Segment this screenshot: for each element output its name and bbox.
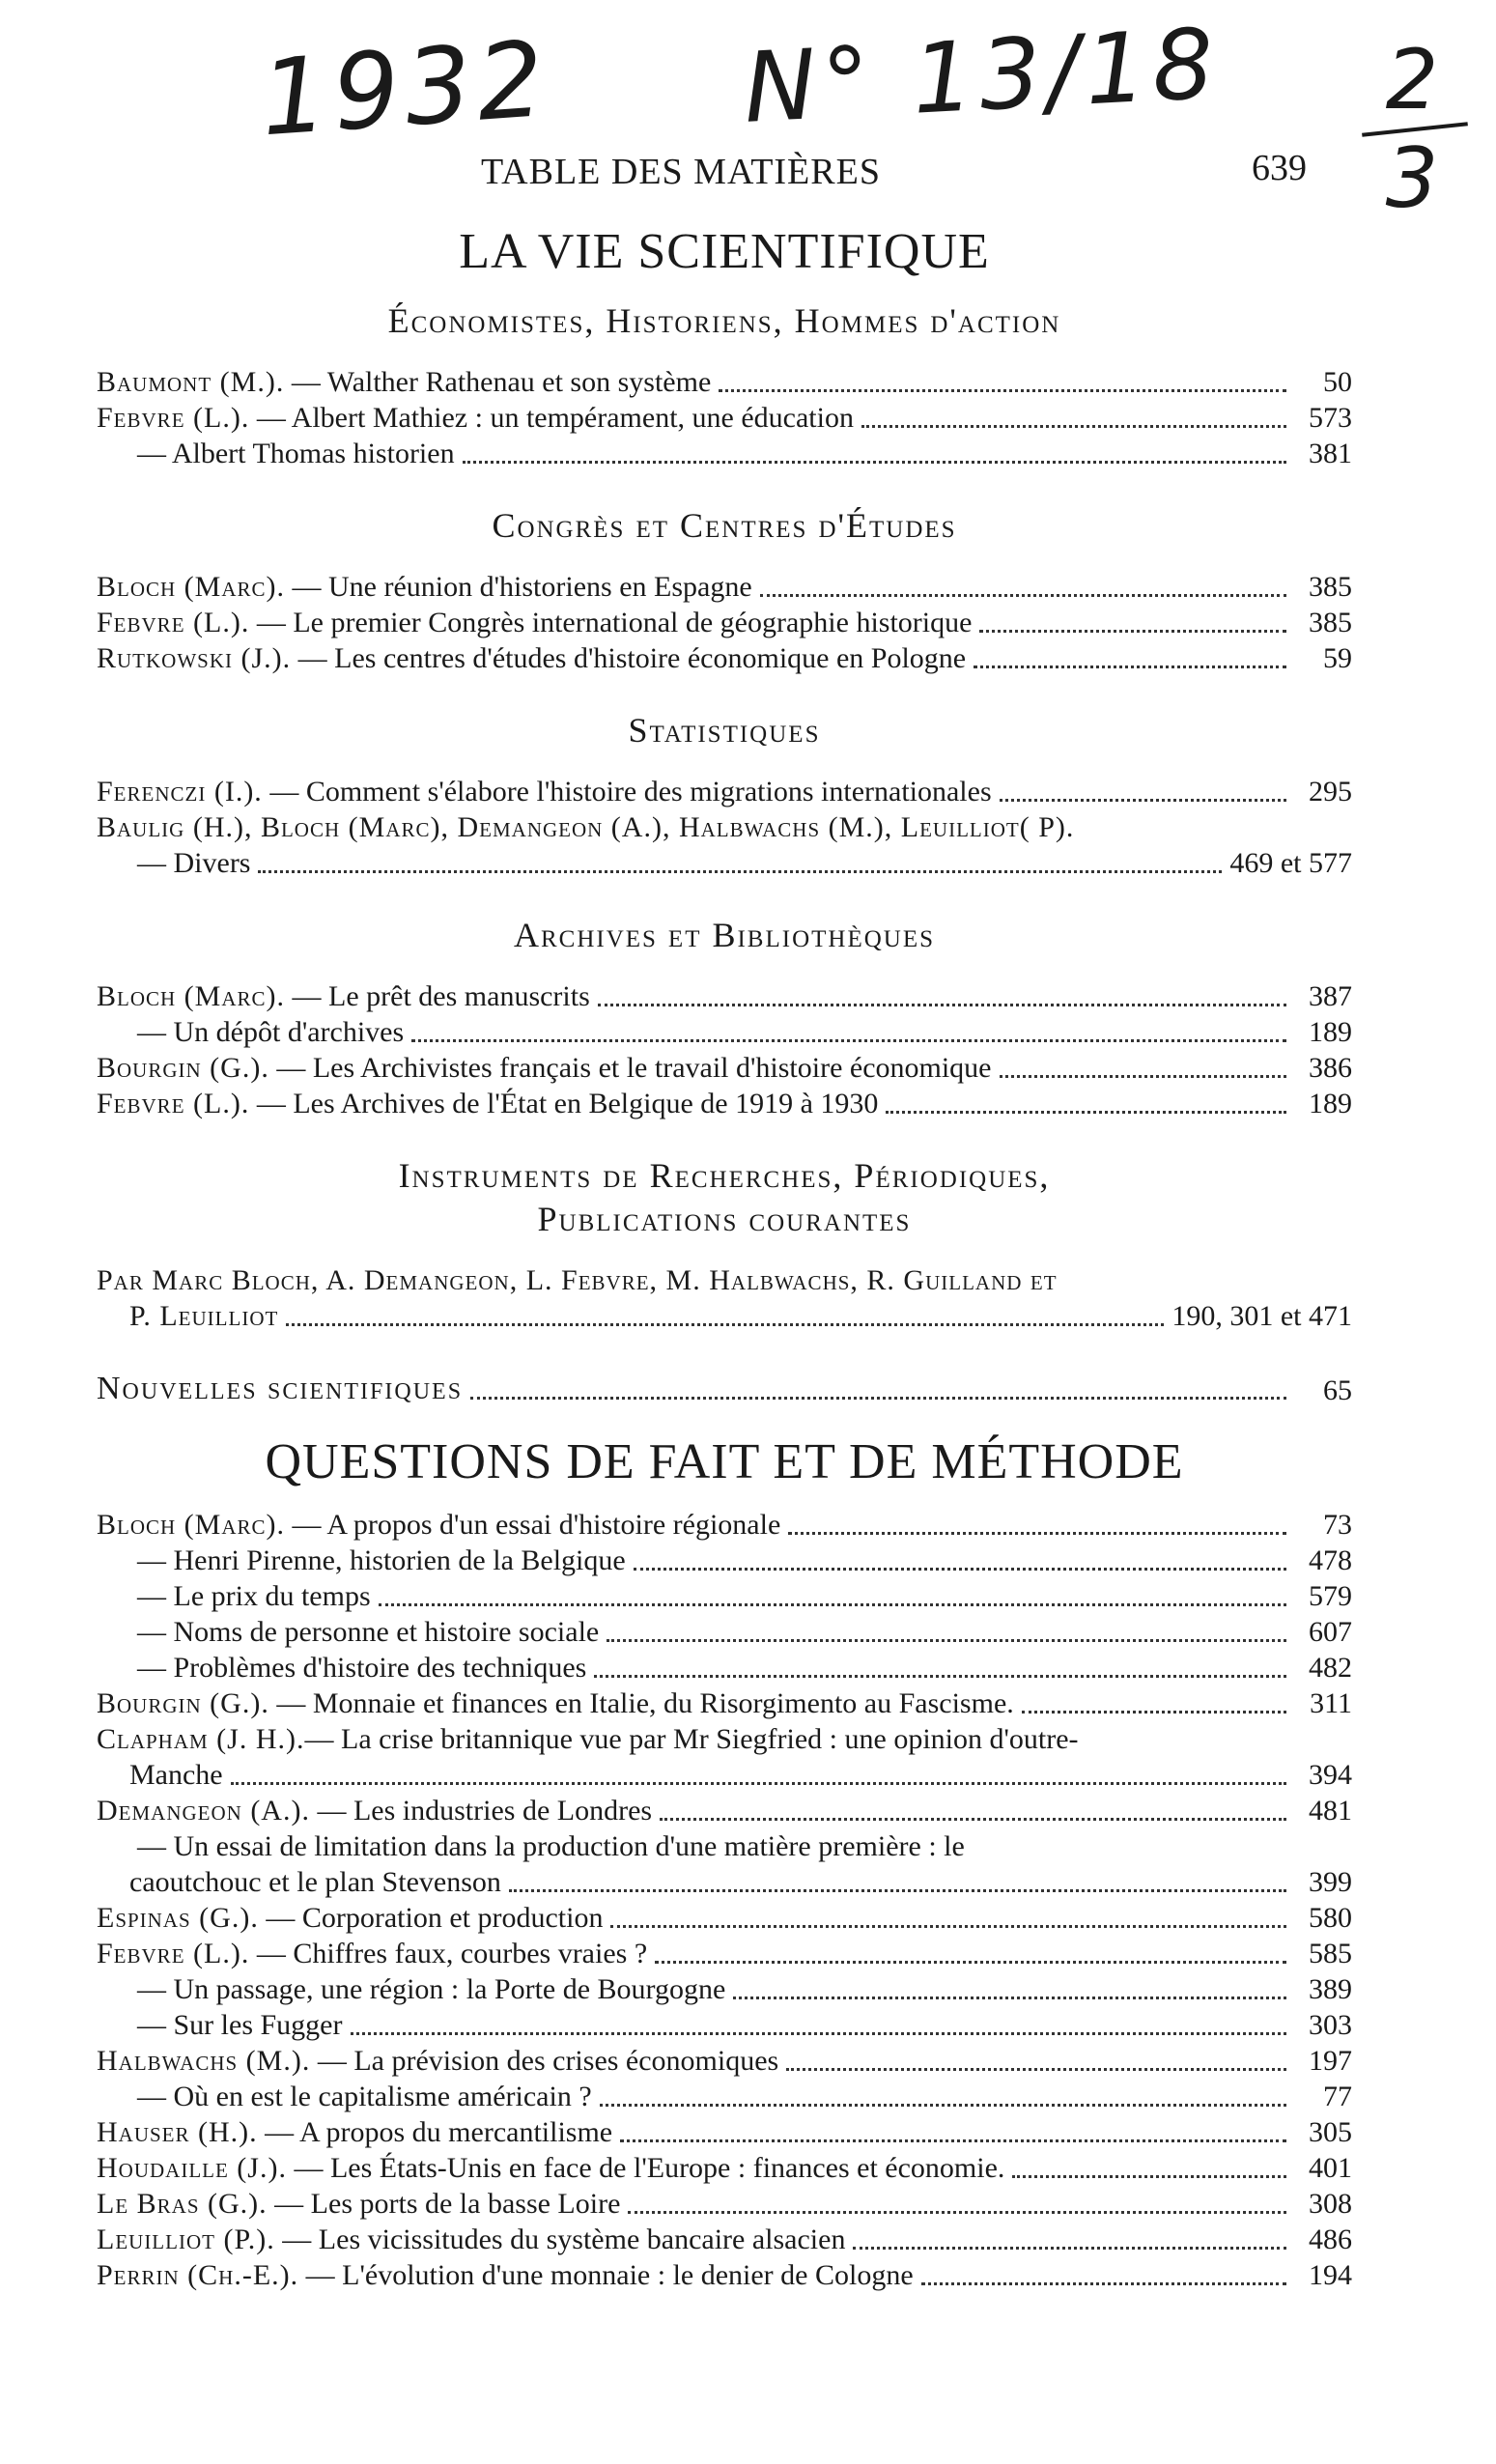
entry-text	[97, 978, 590, 1014]
entry-author: Baumont (M.).	[97, 366, 285, 399]
entry-text	[97, 1971, 725, 2007]
entry-author: P. Leuilliot	[129, 1300, 279, 1333]
toc-entry	[97, 1900, 1352, 1936]
leader-dots	[788, 1522, 1286, 1535]
entry-title: — Sur les Fugger	[137, 2008, 343, 2041]
entry-page: 607	[1309, 1615, 1352, 1648]
toc-entry	[97, 1793, 1352, 1828]
entry-title: — Problèmes d'histoire des techniques	[137, 1651, 587, 1684]
entry-title: — Où en est le capitalisme américain ?	[137, 2080, 592, 2112]
toc-entry	[97, 845, 1352, 881]
entry-page: 59	[1323, 642, 1352, 675]
entry-text	[97, 2114, 612, 2150]
entry-title: — Le premier Congrès international de géographie historique	[249, 607, 973, 639]
leader-dots	[607, 1629, 1286, 1642]
entry-author: Clapham (J. H.).	[97, 1722, 305, 1755]
entry-author: Febvre (L.).	[97, 402, 250, 435]
subsection-heading: Économistes, Historiens, Hommes d'action	[387, 301, 1061, 341]
entry-text	[97, 605, 972, 640]
entry-title: — Les centres d'études d'histoire économique en Pologne	[291, 642, 967, 675]
subsection-heading: Congrès et Centres d'Études	[492, 506, 957, 546]
toc-entry	[97, 1262, 1352, 1298]
entry-title: — Comment s'élabore l'histoire des migrations internationales	[262, 776, 992, 808]
entry-text	[97, 1086, 878, 1121]
entry-title: — Noms de personne et histoire sociale	[137, 1615, 600, 1648]
toc-entry	[97, 2186, 1352, 2222]
entry-title: — Walther Rathenau et son système	[284, 366, 712, 399]
leader-dots	[620, 2130, 1286, 2142]
entry-author: Halbwachs (M.).	[97, 2044, 311, 2077]
leader-dots	[719, 380, 1286, 392]
entry-page: 580	[1309, 1901, 1352, 1934]
entry-page: 190, 301 et 471	[1171, 1300, 1352, 1333]
entry-author: Bloch (Marc).	[97, 980, 286, 1013]
entry-text	[97, 2043, 778, 2079]
toc-entry	[97, 1936, 1352, 1971]
entry-title: — La prévision des crises économiques	[310, 2044, 779, 2077]
entry-author: Baulig (H.), Bloch (Marc), Demangeon (A.), Halbwachs (M.), Leuilliot( P).	[97, 811, 1075, 844]
subsection-entries	[97, 569, 1352, 676]
entry-page: 50	[1323, 366, 1352, 399]
entry-author: Perrin (Ch.-E.).	[97, 2258, 299, 2291]
toc-entry	[97, 2257, 1352, 2293]
questions-list	[97, 1507, 1352, 2293]
entry-page: 189	[1309, 1016, 1352, 1049]
fraction-bottom: 3	[1385, 130, 1445, 227]
toc-entry	[97, 1971, 1352, 2007]
entry-title: — Les Archives de l'État en Belgique de 1919 à 1930	[249, 1088, 879, 1120]
leader-dots	[1022, 1701, 1286, 1713]
subsection-entries	[97, 364, 1352, 471]
entry-page: 486	[1309, 2223, 1352, 2255]
toc-entry	[97, 2114, 1352, 2150]
running-header	[0, 145, 1496, 203]
toc-entry	[97, 1298, 1352, 1334]
toc-entry	[97, 1014, 1352, 1050]
entry-author: Ferenczi (I.).	[97, 776, 263, 808]
entry-title: — Le prix du temps	[137, 1579, 371, 1612]
entry-page: 303	[1309, 2008, 1352, 2041]
subsection-heading: Statistiques	[628, 711, 821, 751]
leader-dots	[509, 1880, 1286, 1892]
entry-author: Bloch (Marc).	[97, 571, 286, 604]
leader-dots	[861, 415, 1286, 428]
entry-text	[97, 1262, 1058, 1298]
entry-text	[97, 1900, 603, 1936]
entry-text	[97, 2222, 845, 2257]
entry-title: — Divers	[137, 847, 251, 880]
entry-page: 482	[1309, 1651, 1352, 1684]
entry-text	[97, 569, 752, 605]
entry-page: 386	[1309, 1052, 1352, 1085]
toc-entry	[97, 1050, 1352, 1086]
leader-dots	[594, 1665, 1286, 1678]
toc-entry	[97, 2222, 1352, 2257]
nouvelles-label: Nouvelles scientifiques	[97, 1371, 464, 1407]
entry-text	[97, 1050, 992, 1086]
entry-page: 385	[1309, 571, 1352, 604]
entry-page: 394	[1309, 1758, 1352, 1791]
subsection-entries	[97, 1262, 1352, 1334]
toc-entry	[97, 1757, 1352, 1793]
entry-author: Rutkowski (J.).	[97, 642, 292, 675]
entry-text	[97, 1578, 371, 1614]
leader-dots	[634, 1558, 1286, 1571]
leader-dots	[979, 620, 1286, 633]
handwritten-year: 1932	[257, 18, 553, 160]
leader-dots	[231, 1772, 1286, 1785]
entry-page: 381	[1309, 438, 1352, 470]
section-title-vie: LA VIE SCIENTIFIQUE	[459, 224, 990, 279]
entry-text	[97, 1828, 965, 1864]
entry-text	[97, 774, 992, 809]
entry-title: — Les États-Unis en face de l'Europe : finances et économie.	[286, 2151, 1005, 2184]
toc-entry	[97, 1685, 1352, 1721]
fraction-top: 2	[1385, 32, 1445, 128]
toc-entry	[97, 1543, 1352, 1578]
entry-text	[97, 1650, 586, 1685]
header-page-number: 639	[1252, 148, 1307, 188]
entry-title: — A propos du mercantilisme	[257, 2115, 613, 2148]
leader-dots	[470, 1387, 1286, 1400]
entry-text	[97, 1685, 1014, 1721]
entry-page: 573	[1309, 402, 1352, 435]
entry-page: 389	[1309, 1972, 1352, 2005]
subsection-heading: Archives et Bibliothèques	[513, 916, 936, 955]
entry-author: Leuilliot (P.).	[97, 2223, 275, 2255]
entry-page: 194	[1309, 2258, 1352, 2291]
leader-dots	[463, 451, 1286, 464]
entry-page: 311	[1310, 1686, 1352, 1719]
entry-title: — Albert Thomas historien	[137, 438, 455, 470]
entry-title: — Un essai de limitation dans la production d'une matière première : le	[137, 1829, 965, 1862]
entry-text	[97, 1507, 780, 1543]
entry-author: Febvre (L.).	[97, 607, 250, 639]
entry-text	[97, 1936, 647, 1971]
entry-text	[97, 1793, 652, 1828]
entry-author: Hauser (H.).	[97, 2115, 258, 2148]
subsection-heading: Instruments de Recherches, Périodiques,	[398, 1156, 1051, 1196]
entry-title: — Henri Pirenne, historien de la Belgique	[137, 1544, 626, 1576]
leader-dots	[886, 1101, 1286, 1114]
entry-title: — A propos d'un essai d'histoire régionale	[285, 1508, 781, 1541]
leader-dots	[628, 2201, 1286, 2214]
entry-page: 579	[1309, 1579, 1352, 1612]
entry-page: 481	[1309, 1794, 1352, 1827]
entry-page: 401	[1309, 2151, 1352, 2184]
handwritten-number: N° 13/18	[741, 7, 1223, 145]
leader-dots	[610, 1915, 1286, 1928]
entry-author: Febvre (L.).	[97, 1937, 250, 1969]
entry-text	[97, 1864, 501, 1900]
entry-page: 469 et 577	[1229, 847, 1352, 880]
entry-text	[97, 1757, 223, 1793]
entry-title: — La crise britannique vue par Mr Siegfried : une opinion d'outre-	[304, 1722, 1079, 1755]
leader-dots	[1012, 2166, 1286, 2178]
entry-text	[97, 809, 1074, 845]
toc-entry	[97, 2007, 1352, 2043]
section-title-questions: QUESTIONS DE FAIT ET DE MÉTHODE	[265, 1434, 1184, 1490]
toc-entry	[97, 2079, 1352, 2114]
leader-dots	[760, 584, 1286, 597]
toc-entry	[97, 1614, 1352, 1650]
vie-sections	[97, 282, 1352, 1334]
toc-entry	[97, 640, 1352, 676]
page-body	[97, 222, 1352, 2293]
toc-entry	[97, 1507, 1352, 1543]
toc-entry	[97, 978, 1352, 1014]
entry-title: — Les industries de Londres	[309, 1794, 653, 1827]
entry-text	[97, 1721, 1079, 1757]
entry-text	[97, 2257, 914, 2293]
leader-dots	[286, 1314, 1164, 1326]
leader-dots	[1000, 789, 1286, 802]
entry-text	[97, 640, 966, 676]
toc-entry	[97, 1721, 1352, 1757]
entry-title: — Albert Mathiez : un tempérament, une éducation	[249, 402, 854, 435]
entry-text	[97, 1298, 278, 1334]
toc-entry	[97, 2150, 1352, 2186]
entry-title: — Les Archivistes français et le travail d'histoire économique	[268, 1052, 992, 1085]
toc-entry	[97, 1578, 1352, 1614]
header-title: TABLE DES MATIÈRES	[481, 152, 881, 192]
entry-text	[97, 2150, 1004, 2186]
nouvelles-entry	[97, 1371, 1352, 1407]
entry-title: — Monnaie et finances en Italie, du Risorgimento au Fascisme.	[268, 1686, 1014, 1719]
toc-entry	[97, 1864, 1352, 1900]
toc-entry	[97, 569, 1352, 605]
entry-title: — Les ports de la basse Loire	[267, 2187, 621, 2220]
entry-author: Par Marc Bloch, A. Demangeon, L. Febvre, M. Halbwachs, R. Guilland et	[97, 1264, 1058, 1297]
entry-title: — Les vicissitudes du système bancaire alsacien	[274, 2223, 846, 2255]
leader-dots	[853, 2237, 1286, 2250]
entry-page: 308	[1309, 2187, 1352, 2220]
entry-title: Manche	[129, 1758, 223, 1791]
entry-page: 295	[1309, 776, 1352, 808]
toc-entry	[97, 1086, 1352, 1121]
entry-page: 585	[1309, 1937, 1352, 1969]
entry-page: 387	[1309, 980, 1352, 1013]
entry-text	[97, 2186, 620, 2222]
entry-page: 189	[1309, 1088, 1352, 1120]
entry-page: 73	[1323, 1508, 1352, 1541]
leader-dots	[660, 1808, 1286, 1821]
entry-author: Bloch (Marc).	[97, 1508, 286, 1541]
entry-text	[97, 845, 250, 881]
leader-dots	[786, 2058, 1286, 2071]
entry-page: 77	[1323, 2080, 1352, 2112]
leader-dots	[1000, 1065, 1287, 1078]
subsection-entries	[97, 978, 1352, 1121]
entry-author: Bourgin (G.).	[97, 1052, 269, 1085]
entry-title: — Chiffres faux, courbes vraies ?	[249, 1937, 648, 1969]
toc-entry	[97, 1650, 1352, 1685]
entry-text	[97, 400, 854, 436]
toc-entry	[97, 774, 1352, 809]
entry-page: 385	[1309, 607, 1352, 639]
entry-title: — Un dépôt d'archives	[137, 1016, 405, 1049]
entry-text	[97, 364, 711, 400]
leader-dots	[379, 1594, 1286, 1606]
leader-dots	[974, 656, 1286, 668]
entry-page: 399	[1309, 1865, 1352, 1898]
toc-entry	[97, 400, 1352, 436]
entry-page: 478	[1309, 1544, 1352, 1576]
entry-author: Houdaille (J.).	[97, 2151, 287, 2184]
toc-entry	[97, 436, 1352, 471]
entry-text	[97, 1543, 626, 1578]
entry-title: — Corporation et production	[258, 1901, 604, 1934]
leader-dots	[921, 2273, 1286, 2285]
entry-author: Febvre (L.).	[97, 1088, 250, 1120]
subsection-entries	[97, 774, 1352, 881]
entry-page: 305	[1309, 2115, 1352, 2148]
entry-title: caoutchouc et le plan Stevenson	[129, 1865, 501, 1898]
toc-entry	[97, 605, 1352, 640]
toc-entry	[97, 1828, 1352, 1864]
toc-entry	[97, 364, 1352, 400]
entry-author: Bourgin (G.).	[97, 1686, 269, 1719]
entry-text	[97, 436, 455, 471]
leader-dots	[655, 1951, 1286, 1964]
entry-text	[97, 1614, 599, 1650]
entry-author: Espinas (G.).	[97, 1901, 259, 1934]
nouvelles-page: 65	[1323, 1374, 1352, 1407]
entry-title: — Un passage, une région : la Porte de Bourgogne	[137, 1972, 726, 2005]
entry-author: Le Bras (G.).	[97, 2187, 268, 2220]
entry-title: — Le prêt des manuscrits	[285, 980, 590, 1013]
toc-entry	[97, 2043, 1352, 2079]
leader-dots	[600, 2094, 1286, 2107]
toc-entry	[97, 809, 1352, 845]
entry-title: — L'évolution d'une monnaie : le denier de Cologne	[298, 2258, 914, 2291]
leader-dots	[258, 861, 1222, 873]
leader-dots	[733, 1987, 1286, 1999]
entry-text	[97, 2007, 343, 2043]
entry-author: Demangeon (A.).	[97, 1794, 310, 1827]
entry-text	[97, 2079, 592, 2114]
entry-page: 197	[1309, 2044, 1352, 2077]
subsection-heading-line2: Publications courantes	[537, 1200, 912, 1239]
leader-dots	[598, 994, 1286, 1006]
leader-dots	[351, 2023, 1287, 2035]
entry-text	[97, 1014, 404, 1050]
leader-dots	[411, 1030, 1286, 1042]
entry-title: — Une réunion d'historiens en Espagne	[285, 571, 752, 604]
